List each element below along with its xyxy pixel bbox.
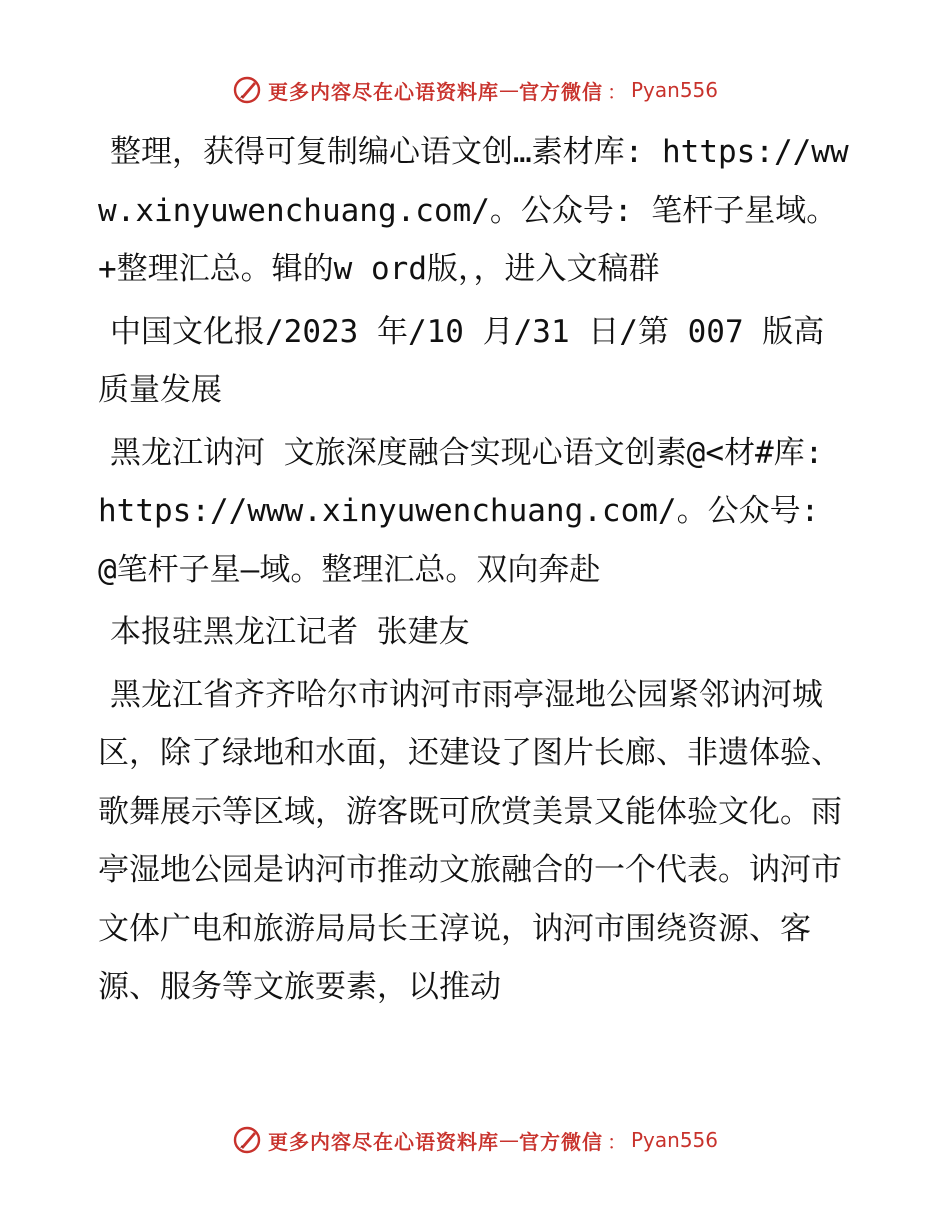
banner-wechat-id: Pyan556	[630, 1128, 718, 1152]
banner-dash: —	[498, 78, 519, 102]
paragraph-body	[98, 666, 850, 1017]
document-body	[98, 123, 850, 1021]
paragraph-text: 中国文化报/2023 年/10 月/31 日/第 007 版高质量发展	[98, 313, 825, 408]
banner-sub-text: 官方微信	[518, 79, 603, 104]
banner-dash: —	[498, 1128, 519, 1152]
paragraph-text: 本报驻黑龙江记者 张建友	[110, 614, 470, 650]
banner-main-text: 更多内容尽在心语资料库	[267, 1129, 499, 1154]
footer-watermark-banner	[0, 1120, 950, 1160]
paragraph-byline	[98, 603, 850, 662]
paragraph-text: 黑龙江省齐齐哈尔市讷河市雨亭湿地公园紧邻讷河城区，除了绿地和水面，还建设了图片长廊、非遗体验、歌舞展示等区域，游客既可欣赏美景又能体验文化。雨亭湿地公园是讷河市推动文旅融合的一个代表。讷河市文体广电和旅游局局长王淳说，讷河市围绕资源、客源、服务等文旅要素，以推动	[98, 676, 842, 1005]
quill-pen-logo-icon	[232, 75, 262, 105]
paragraph-headline	[98, 424, 850, 600]
banner-main-text: 更多内容尽在心语资料库	[267, 79, 499, 104]
banner-sub-text: 官方微信	[518, 1129, 603, 1154]
banner-colon: ：	[606, 79, 627, 104]
paragraph-source-note	[98, 123, 850, 299]
paragraph-text: 整理，获得可复制编心语文创…素材库: https://www.xinyuwenchuang.com/。公众号: 笔杆子星域。+整理汇总。辑的w ord版，，进入文稿群	[98, 134, 849, 287]
banner-wechat-id: Pyan556	[630, 78, 718, 102]
paragraph-text: 黑龙江讷河 文旅深度融合实现心语文创素@<材#库: https://www.xinyuwenchuang.com/。公众号: @笔杆子星—域。整理汇总。双向奔赴	[98, 434, 824, 588]
quill-pen-logo-icon	[232, 1125, 262, 1155]
paragraph-publication-line	[98, 303, 850, 420]
header-watermark-banner	[0, 70, 950, 110]
banner-colon: ：	[606, 1129, 627, 1154]
